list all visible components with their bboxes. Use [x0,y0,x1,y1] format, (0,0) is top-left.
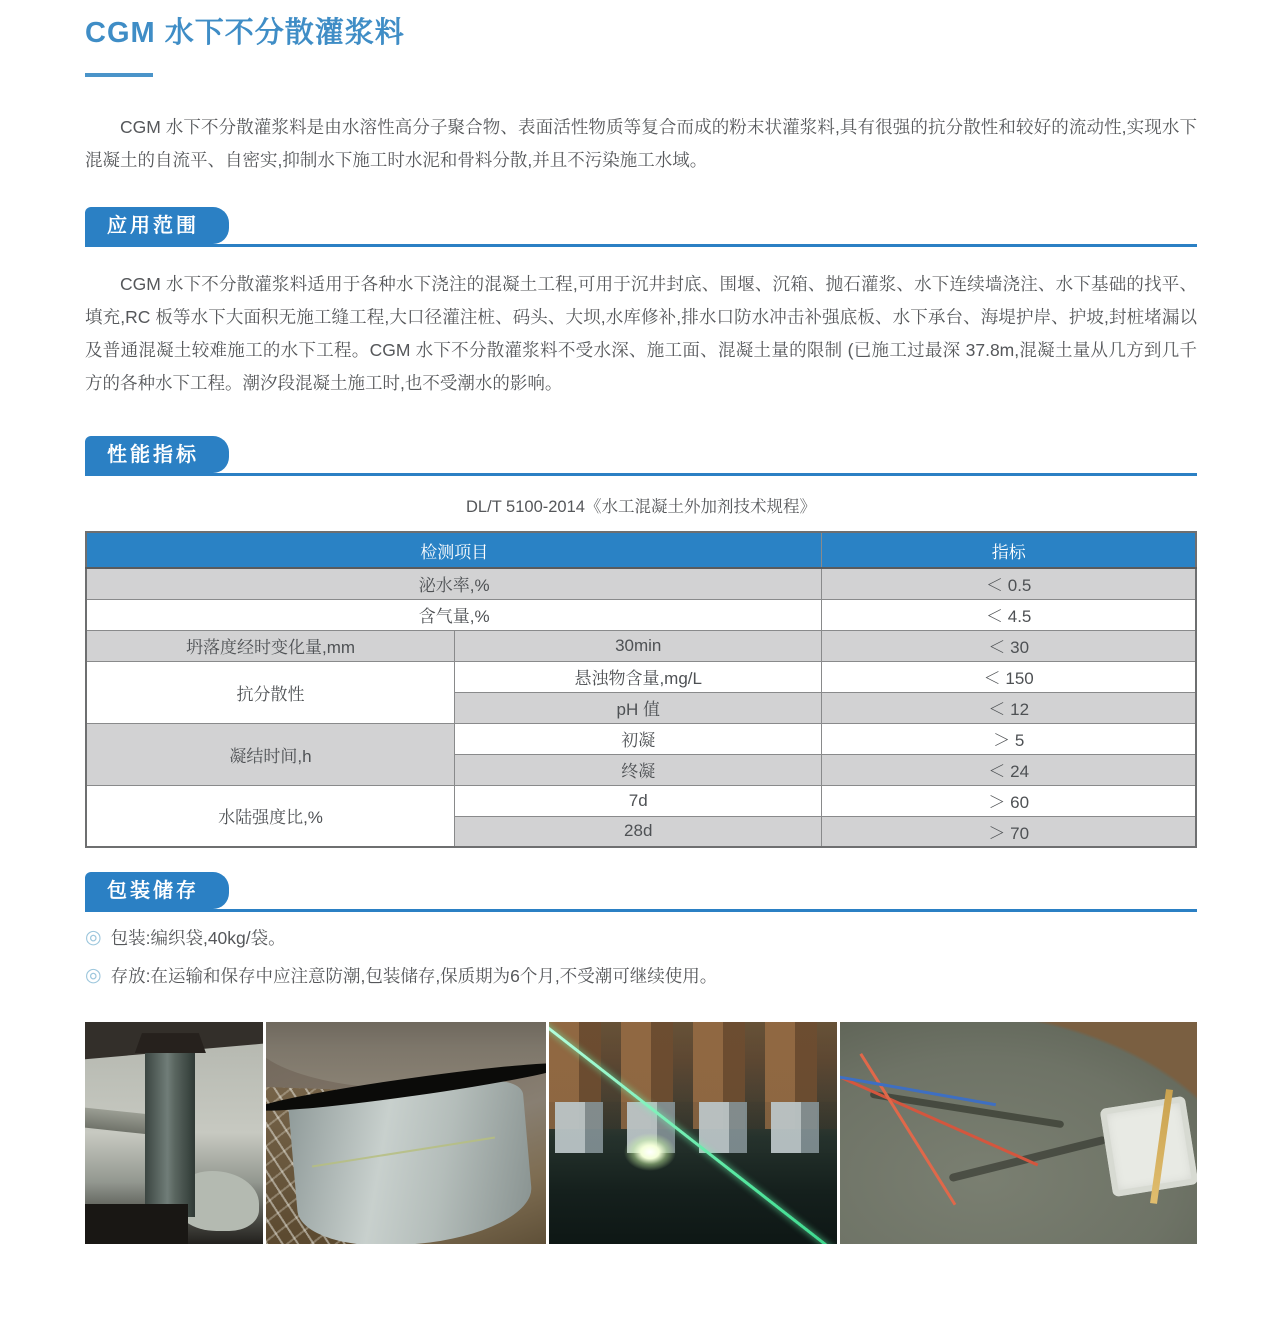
cell-value: ＜ 150 [822,661,1196,692]
cell-value: ＜ 24 [822,754,1196,785]
cell-sub: 终凝 [455,754,822,785]
packaging-badge: 包装储存 [85,872,229,909]
cell-value: ＜ 12 [822,692,1196,723]
photo3-collars-shape [549,1102,837,1153]
storage-bullet-text: 存放:在运输和保存中应注意防潮,包装储存,保质期为6个月,不受潮可继续使用。 [110,966,718,986]
site-photo-strip [85,1022,1197,1244]
photo4-red-cable-shape [842,1076,1039,1166]
photo4-mud-crack-shape [869,1091,1064,1129]
cell-value: ＞ 60 [822,785,1196,816]
photo4-red-cable-shape [859,1053,956,1206]
table-header-row [86,532,1196,568]
ring-bullet-icon: ◎ [85,965,102,986]
cell-value: ＜ 4.5 [822,599,1196,630]
cell-item: 泌水率,% [86,568,822,599]
cell-item: 含气量,% [86,599,822,630]
cell-item: 水陆强度比,% [86,785,455,847]
cell-sub: 7d [455,785,822,816]
cell-sub: 悬浊物含量,mg/L [455,661,822,692]
page-title: CGM 水下不分散灌浆料 [85,17,405,49]
table-row [86,568,1196,599]
caisson-mud-excavation-photo [840,1022,1197,1244]
cell-item: 坍落度经时变化量,mm [86,630,455,661]
photo4-white-tray-shape [1100,1096,1197,1197]
col-header-index: 指标 [822,532,1196,568]
table-row [86,723,1196,754]
pile-casing-closeup-photo [266,1022,546,1244]
table-row [86,785,1196,816]
list-item [85,925,1197,950]
table-row [86,599,1196,630]
performance-table [85,531,1197,848]
performance-badge: 性能指标 [85,436,229,473]
section-header-performance [85,436,1197,476]
ring-bullet-icon: ◎ [85,927,102,948]
table-row [86,630,1196,661]
cell-item: 凝结时间,h [86,723,455,785]
photo3-light-glow [624,1133,676,1171]
photo1-base-shape [85,1204,188,1244]
application-paragraph: CGM 水下不分散灌浆料适用于各种水下浇注的混凝土工程,可用于沉井封底、围堰、沉箱、抛石灌浆、水下连续墙浇注、水下基础的找平、填充,RC 板等水下大面积无施工缝工程,大口径灌注桩、码头、大坝,水库修补,排水口防水冲击补强底板、水下承台、海堤护岸、护坡,封桩堵漏以及普通混凝土较难施工的水下工程。CGM 水下不分散灌浆料不受水深、施工面、混凝土量的限制 (已施工过最深 37.8m,混凝土量从几方到几千方的各种水下工程。潮汐段混凝土施工时,也不受潮水的影响。 [85,274,1197,393]
col-header-item: 检测项目 [86,532,822,568]
cell-sub: 初凝 [455,723,822,754]
cell-sub: 30min [455,630,822,661]
photo1-pipe-shape [145,1042,195,1217]
packaging-bullet-text: 包装:编织袋,40kg/袋。 [110,928,286,948]
steel-pipe-pile-photo [85,1022,263,1244]
cell-item: 抗分散性 [86,661,455,723]
title-underline [85,73,153,77]
section-header-application [85,207,1197,247]
standard-reference: DL/T 5100-2014《水工混凝土外加剂技术规程》 [466,498,816,516]
datasheet-page [85,0,1197,1244]
list-item [85,963,1197,988]
photo1-cap-shape [135,1033,206,1053]
section-header-packaging [85,872,1197,912]
cell-value: ＞ 5 [822,723,1196,754]
cell-sub: pH 值 [455,692,822,723]
intro-paragraph: CGM 水下不分散灌浆料是由水溶性高分子聚合物、表面活性物质等复合而成的粉末状灌浆料,具有很强的抗分散性和较好的流动性,实现水下混凝土的自流平、自密实,抑制水下施工时水泥和骨料分散,并且不污染施工水域。 [85,117,1197,170]
cell-value: ＞ 70 [822,816,1196,847]
cell-value: ＜ 30 [822,630,1196,661]
bridge-piers-night-laser-photo [549,1022,837,1244]
application-badge: 应用范围 [85,207,229,244]
cell-sub: 28d [455,816,822,847]
cell-value: ＜ 0.5 [822,568,1196,599]
table-row [86,661,1196,692]
